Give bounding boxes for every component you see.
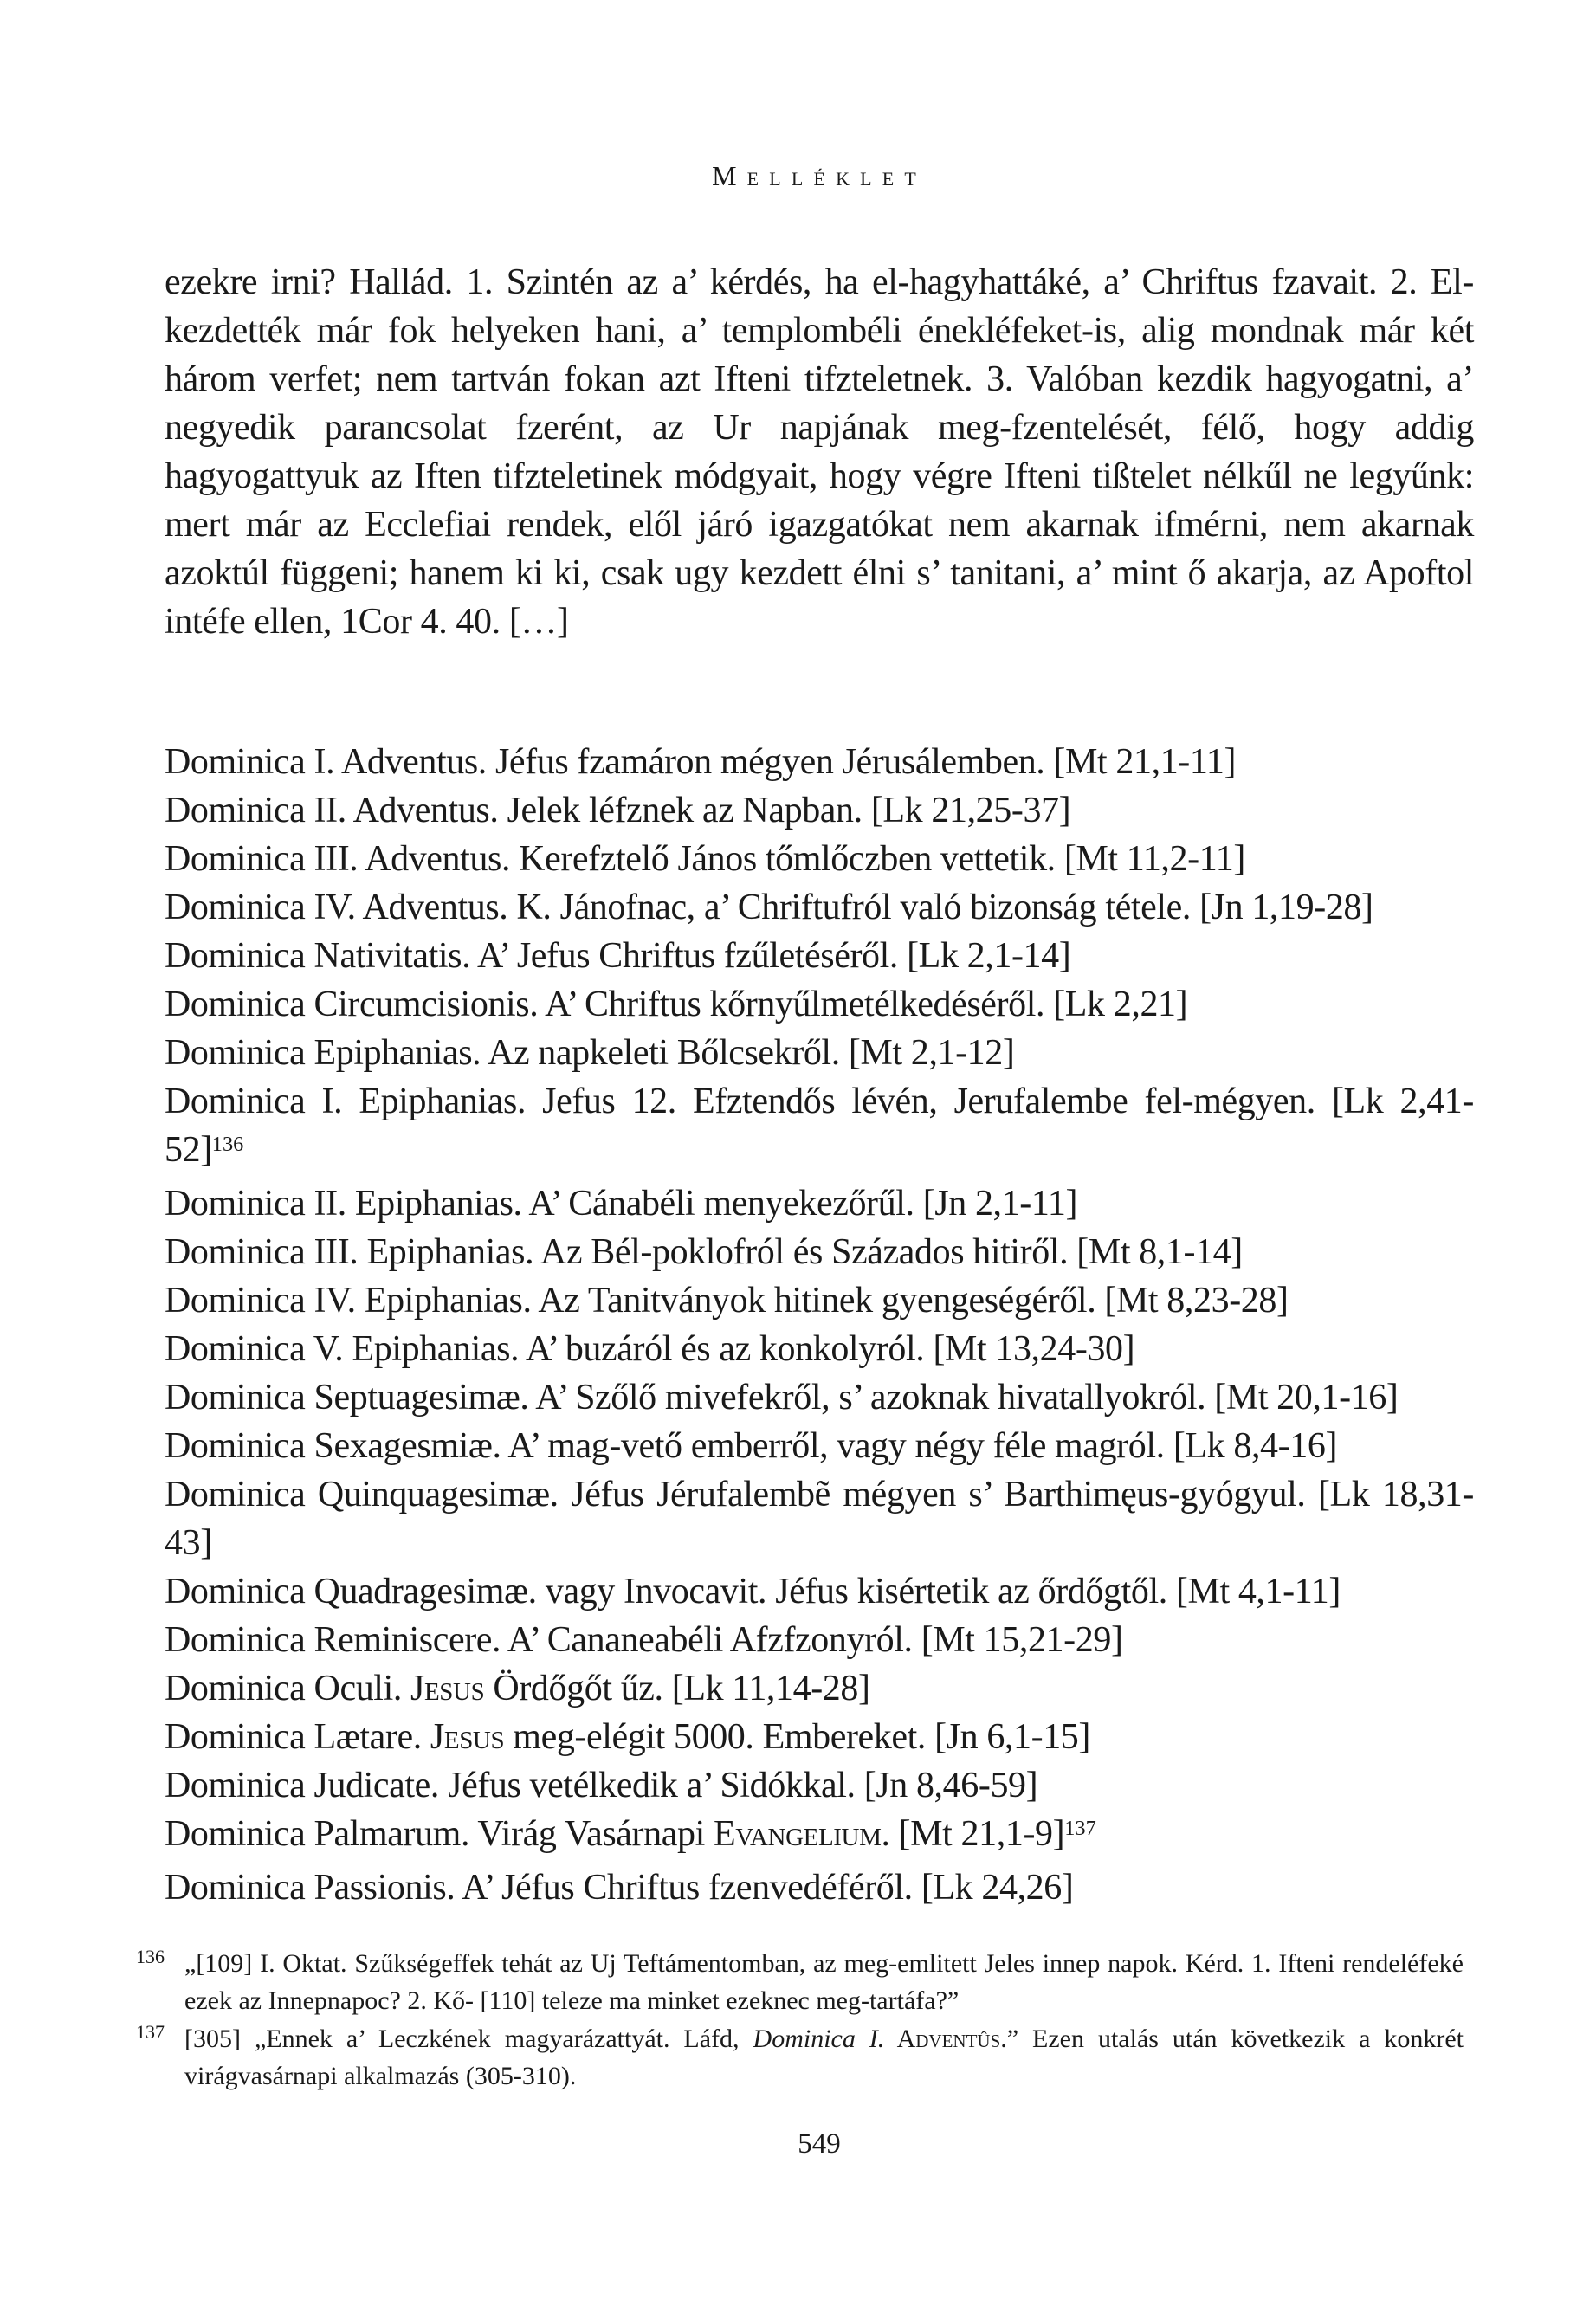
text-run: Dominica Palmarum. Virág Vasárnapi E [165, 1814, 736, 1854]
list-item [165, 980, 1474, 1029]
list-item [165, 786, 1474, 835]
text-run: .” Ezen utalás után következik a konkrét virágvasárnapi alkalmazás (305-310). [184, 2025, 1464, 2090]
text-run: Dominica Circumcisionis. A’ Chriftus kőrnyűlmetélkedéséről. [Lk 2,21] [165, 985, 1188, 1024]
footnote [134, 1945, 1464, 2019]
text-run: Dominica I. Epiphanias. Jefus 12. Efztendős lévén, Jerufalembe fel-mégyen. [Lk 2,41-52] [165, 1082, 1474, 1170]
list-item [165, 1470, 1474, 1567]
list-item [165, 1761, 1474, 1810]
text-run: Dominica Epiphanias. Az napkeleti Bőlcsekről. [Mt 2,1-12] [165, 1033, 1015, 1073]
text-run: Dominica III. Adventus. Kerefztelő János tőmlőczben vettetik. [Mt 11,2-11] [165, 839, 1245, 879]
list-item [165, 1422, 1474, 1470]
text-run: A [884, 2025, 916, 2053]
list-item [165, 932, 1474, 980]
text-run: Dominica IV. Epiphanias. Az Tanitványok hitinek gyengeségéről. [Mt 8,23-28] [165, 1281, 1289, 1321]
list-item [165, 1664, 1474, 1713]
text-run: Dominica Oculi. J [165, 1669, 424, 1708]
list-item [165, 1077, 1474, 1179]
footnote-number: 137 [136, 2021, 165, 2044]
text-run: dventûs [915, 2025, 1001, 2053]
text-run: „[109] I. Oktat. Szűkségeffek tehát az Uj Teftámentomban, az meg-emlitett Jeles innep napok. Kérd. 1. Ifteni rendeléfeké ezek az Innepnapoc? 2. Kő- [110] teleze ma minket ezeknec meg-tartáfa?” [184, 1949, 1464, 2015]
text-run: Dominica Judicate. Jéfus vetélkedik a’ Sidókkal. [Jn 8,46-59] [165, 1766, 1038, 1805]
text-run: Dominica Septuagesimæ. A’ Szőlő mivefekről, s’ azoknak hivatallyokról. [Mt 20,1-16] [165, 1378, 1399, 1418]
list-item [165, 1179, 1474, 1228]
text-run: Dominica Quadragesimæ. vagy Invocavit. Jéfus kisértetik az őrdőgtől. [Mt 4,1-11] [165, 1572, 1341, 1611]
text-run: Dominica I. Adventus. Jéfus fzamáron mégyen Jérusálemben. [Mt 21,1-11] [165, 742, 1237, 782]
text-run: esus [443, 1717, 505, 1757]
text-run: . [Mt 21,1-9] [881, 1814, 1065, 1854]
list-item [165, 1810, 1474, 1863]
list-item [165, 1325, 1474, 1373]
footnotes [134, 1945, 1464, 2096]
list-item [165, 1276, 1474, 1325]
list-item [165, 1373, 1474, 1422]
body-paragraph: ezekre irni? Hallád. 1. Szintén az a’ kérdés, ha el-hagyhattáké, a’ Chriftus fzavait. 2. El-kezdették már fok helyeken hani, a’ templombéli énekléfeket-is, alig mondnak már két három verfet; nem tartván fokan azt Ifteni tifzteletnek. 3. Valóban kezdik hagyogatni, a’ negyedik parancsolat fzerént, az Ur napjának meg-fzentelését, félő, hogy addig hagyogattyuk az Iften tifzteletinek módgyait, hogy végre Ifteni tißtelet nélkűl ne legyűnk: mert már az Ecclefiai rendek, elől járó igazgatókat nem akarnak ifmérni, nem akarnak azoktúl függeni; hanem ki ki, csak ugy kezdett élni s’ tanitani, a’ mint ő akarja, az Apoftol intéfe ellen, 1Cor 4. 40. […] [165, 262, 1474, 642]
text-run: Dominica III. Epiphanias. Az Bél-poklofról és Százados hitiről. [Mt 8,1-14] [165, 1232, 1243, 1272]
list-item [165, 883, 1474, 932]
list-item [165, 1713, 1474, 1761]
text-run: meg-elégit 5000. Embereket. [Jn 6,1-15] [504, 1717, 1090, 1757]
text-run: Dominica II. Epiphanias. A’ Cánabéli menyekezőrűl. [Jn 2,1-11] [165, 1184, 1078, 1224]
list-item [165, 738, 1474, 786]
footnote-ref: 137 [1064, 1816, 1096, 1840]
dominica-list [165, 738, 1474, 1912]
footnote [134, 2020, 1464, 2095]
text-run: Dominica Quinquagesimæ. Jéfus Jérufalembẽ mégyen s’ Barthimęus-gyógyul. [Lk 18,31-43] [165, 1475, 1474, 1563]
text-run: vangelium [735, 1814, 882, 1854]
text-run: Dominica Lætare. J [165, 1717, 444, 1757]
text-run: Dominica Nativitatis. A’ Jefus Chriftus fzűletéséről. [Lk 2,1-14] [165, 936, 1071, 976]
text-run: Dominica Sexagesmiæ. A’ mag-vető emberről, vagy négy féle magról. [Lk 8,4-16] [165, 1426, 1338, 1466]
footnote-number: 136 [136, 1946, 165, 1968]
list-item [165, 1863, 1474, 1912]
list-item [165, 1228, 1474, 1276]
text-run: Dominica V. Epiphanias. A’ buzáról és az konkolyról. [Mt 13,24-30] [165, 1329, 1135, 1369]
footnote-ref: 136 [211, 1132, 244, 1156]
text-run: Dominica Reminiscere. A’ Cananeabéli Afzfzonyról. [Mt 15,21-29] [165, 1620, 1123, 1660]
list-item [165, 1029, 1474, 1077]
text-run: Dominica I. [753, 2025, 885, 2053]
text-run: esus [423, 1669, 485, 1708]
list-item [165, 1616, 1474, 1664]
text-run: Ördőgőt űz. [Lk 11,14-28] [484, 1669, 870, 1708]
page-number: 549 [798, 2128, 841, 2160]
list-item [165, 835, 1474, 883]
text-run: Dominica II. Adventus. Jelek léfznek az Napban. [Lk 21,25-37] [165, 791, 1071, 830]
text-run: Dominica IV. Adventus. K. Jánofnac, a’ Chriftufról való bizonság tétele. [Jn 1,19-28] [165, 888, 1373, 927]
text-run: Dominica Passionis. A’ Jéfus Chriftus fzenvedéféről. [Lk 24,26] [165, 1868, 1074, 1908]
list-item [165, 1567, 1474, 1616]
text-run: [305] „Ennek a’ Leczkének magyarázattyát. Láfd, [184, 2025, 753, 2053]
running-header: Melléklet [712, 160, 927, 191]
